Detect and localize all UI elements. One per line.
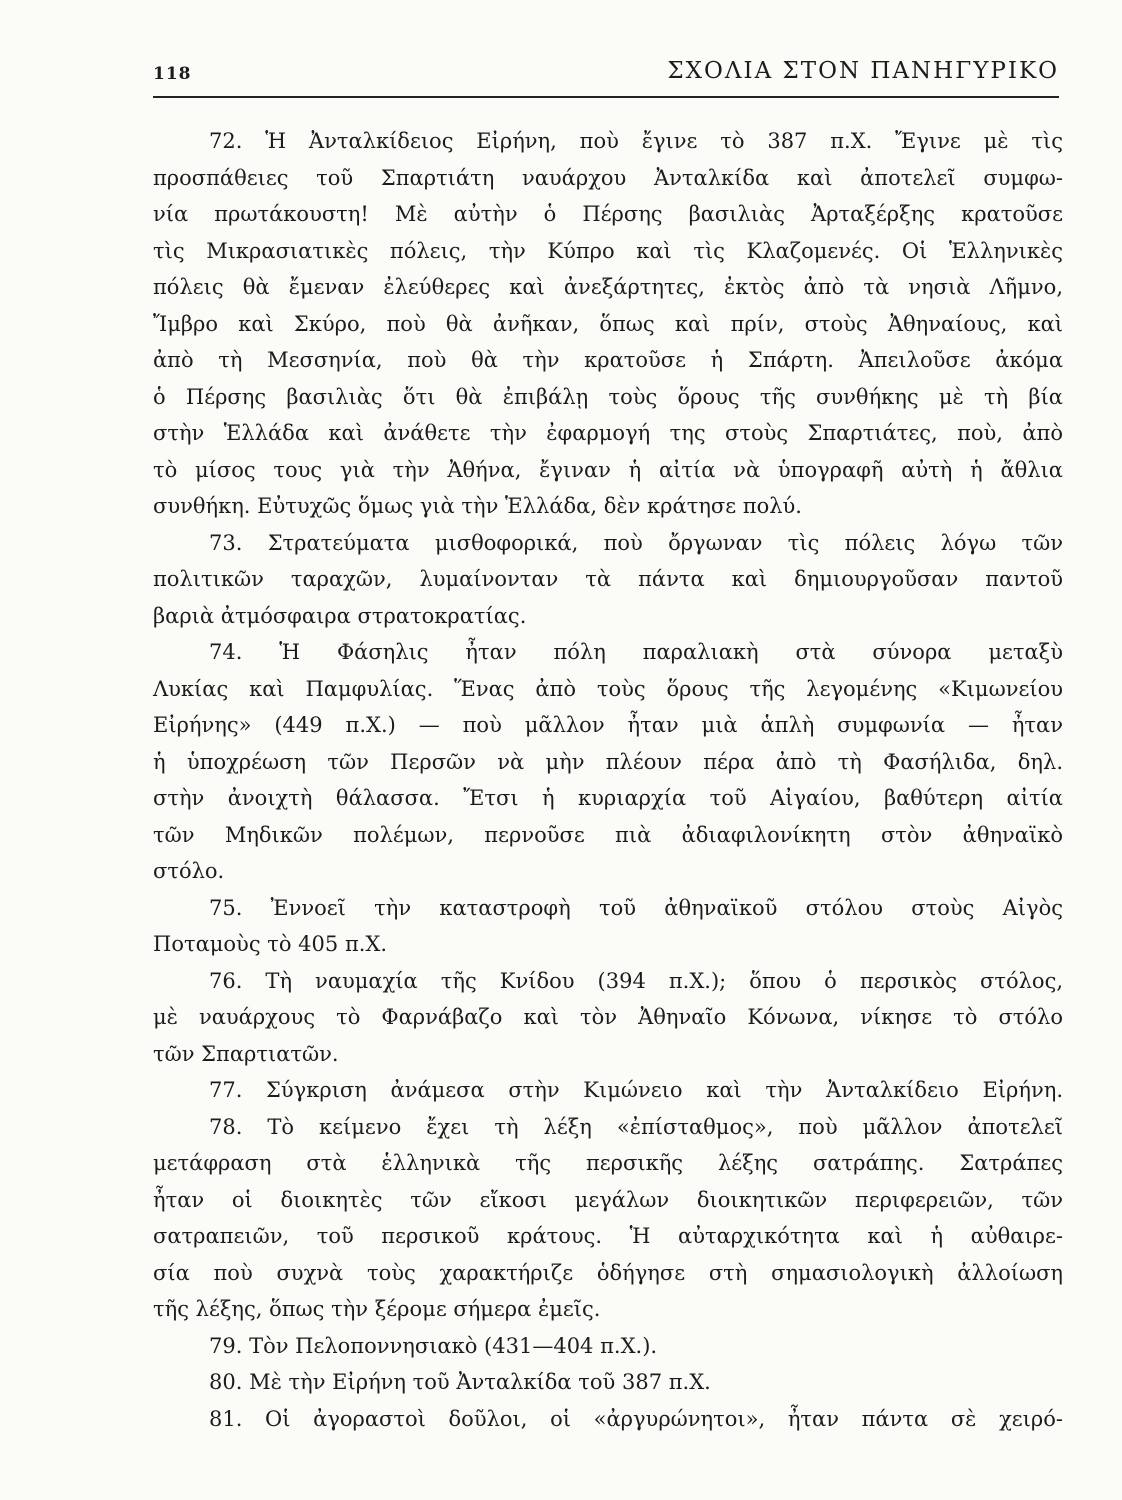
text-line: 78. Τὸ κείμενο ἔχει τὴ λέξη «ἐπίσταθμος», ποὺ μᾶλλον ἀποτελεῖ (209, 1114, 1063, 1139)
text-line: 73. Στρατεύματα μισθοφορικά, ποὺ ὄργωναν τὶς πόλεις λόγω τῶν (209, 530, 1063, 555)
text-line: Ποταμοὺς τὸ 405 π.Χ. (153, 932, 388, 956)
text-line: 74. Ἡ Φάσηλις ἦταν πόλη παραλιακὴ στὰ σύνορα μεταξὺ (209, 640, 1063, 664)
text-line: συνθήκη. Εὐτυχῶς ὅμως γιὰ τὴν Ἑλλάδα, δὲν κράτησε πολύ. (153, 494, 802, 518)
text-line: σία ποὺ συχνὰ τοὺς χαρακτήριζε ὁδήγησε στὴ σημασιολογικὴ ἀλλοίωση (153, 1260, 1063, 1285)
text-line: σατραπειῶν, τοῦ περσικοῦ κράτους. Ἡ αὐταρχικότητα καὶ ἡ αὐθαιρε- (153, 1224, 1063, 1248)
text-line: στὴν Ἑλλάδα καὶ ἀνάθετε τὴν ἐφαρμογή της στοὺς Σπαρτιάτες, ποὺ, ἀπὸ (153, 421, 1063, 445)
text-line: τὶς Μικρασιατικὲς πόλεις, τὴν Κύπρο καὶ τὶς Κλαζομενές. Οἱ Ἑλληνικὲς (153, 238, 1063, 263)
text-line: Λυκίας καὶ Παμφυλίας. Ἕνας ἀπὸ τοὺς ὅρους τῆς λεγομένης «Κιμωνείου (153, 676, 1063, 701)
text-line: 81. Οἱ ἀγοραστοὶ δοῦλοι, οἱ «ἀργυρώνητοι», ἦταν πάντα σὲ χειρό- (209, 1406, 1063, 1431)
text-line: ἡ ὑποχρέωση τῶν Περσῶν νὰ μὴν πλέουν πέρα ἀπὸ τὴ Φασήλιδα, δηλ. (153, 749, 1063, 774)
text-line: 75. Ἐννοεῖ τὴν καταστροφὴ τοῦ ἀθηναϊκοῦ στόλου στοὺς Αἰγὸς (209, 895, 1063, 920)
text-line: τὸ μίσος τους γιὰ τὴν Ἀθήνα, ἔγιναν ἡ αἰτία νὰ ὑπογραφῆ αὐτὴ ἡ ἄθλια (153, 457, 1063, 482)
text-line: ἀπὸ τὴ Μεσσηνία, ποὺ θὰ τὴν κρατοῦσε ἡ Σπάρτη. Ἀπειλοῦσε ἀκόμα (153, 348, 1063, 372)
text-line: προσπάθειες τοῦ Σπαρτιάτη ναυάρχου Ἀνταλκίδα καὶ ἀποτελεῖ συμφω- (153, 165, 1063, 190)
text-line: 77. Σύγκριση ἀνάμεσα στὴν Κιμώνειο καὶ τὴν Ἀνταλκίδειο Εἰρήνη. (209, 1078, 1063, 1102)
text-line: πόλεις θὰ ἔμεναν ἐλεύθερες καὶ ἀνεξάρτητες, ἐκτὸς ἀπὸ τὰ νησιὰ Λῆμνο, (153, 275, 1063, 299)
text-line: μὲ ναυάρχους τὸ Φαρνάβαζο καὶ τὸν Ἀθηναῖο Κόνωνα, νίκησε τὸ στόλο (153, 1005, 1063, 1029)
text-line: στὴν ἀνοιχτὴ θάλασσα. Ἔτσι ἡ κυριαρχία τοῦ Αἰγαίου, βαθύτερη αἰτία (153, 786, 1063, 810)
text-line: 72. Ἡ Ἀνταλκίδειος Εἰρήνη, ποὺ ἔγινε τὸ 387 π.Χ. Ἔγινε μὲ τὶς (209, 129, 1063, 153)
text-line: μετάφραση στὰ ἑλληνικὰ τῆς περσικῆς λέξης σατράπης. Σατράπες (153, 1151, 1063, 1175)
text-line: πολιτικῶν ταραχῶν, λυμαίνονταν τὰ πάντα καὶ δημιουργοῦσαν παντοῦ (153, 567, 1063, 591)
text-line: τῶν Σπαρτιατῶν. (153, 1041, 339, 1066)
text-line: τῶν Μηδικῶν πολέμων, περνοῦσε πιὰ ἀδιαφιλονίκητη στὸν ἀθηναϊκὸ (153, 822, 1063, 847)
text-line: 76. Τὴ ναυμαχία τῆς Κνίδου (394 π.Χ.); ὅπου ὁ περσικὸς στόλος, (209, 968, 1063, 993)
text-line: Εἰρήνης» (449 π.Χ.) — ποὺ μᾶλλον ἦταν μιὰ ἁπλὴ συμφωνία — ἦταν (153, 713, 1063, 737)
text-line: νία πρωτάκουστη! Μὲ αὐτὴν ὁ Πέρσης βασιλιὰς Ἀρταξέρξης κρατοῦσε (153, 202, 1063, 226)
notes-body (153, 123, 1063, 1437)
text-line: 79. Τὸν Πελοποννησιακὸ (431—404 π.Χ.). (209, 1333, 658, 1358)
text-line: στόλο. (153, 859, 225, 883)
text-line: ἦταν οἱ διοικητὲς τῶν εἴκοσι μεγάλων διοικητικῶν περιφερειῶν, τῶν (153, 1187, 1063, 1212)
page-header (153, 56, 1059, 98)
page-number: 118 (153, 64, 192, 84)
text-line: Ἴμβρο καὶ Σκύρο, ποὺ θὰ ἀνῆκαν, ὅπως καὶ πρίν, στοὺς Ἀθηναίους, καὶ (153, 311, 1063, 336)
running-title: ΣΧΟΛΙΑ ΣΤΟΝ ΠΑΝΗΓΥΡΙΚΟ (667, 58, 1059, 84)
text-line: βαριὰ ἀτμόσφαιρα στρατοκρατίας. (153, 603, 527, 628)
text-line: τῆς λέξης, ὅπως τὴν ξέρομε σήμερα ἐμεῖς. (153, 1297, 601, 1321)
text-line: 80. Μὲ τὴν Εἰρήνη τοῦ Ἀνταλκίδα τοῦ 387 π.Χ. (209, 1370, 711, 1394)
text-line: ὁ Πέρσης βασιλιὰς ὅτι θὰ ἐπιβάλῃ τοὺς ὅρους τῆς συνθήκης μὲ τὴ βία (153, 384, 1063, 409)
